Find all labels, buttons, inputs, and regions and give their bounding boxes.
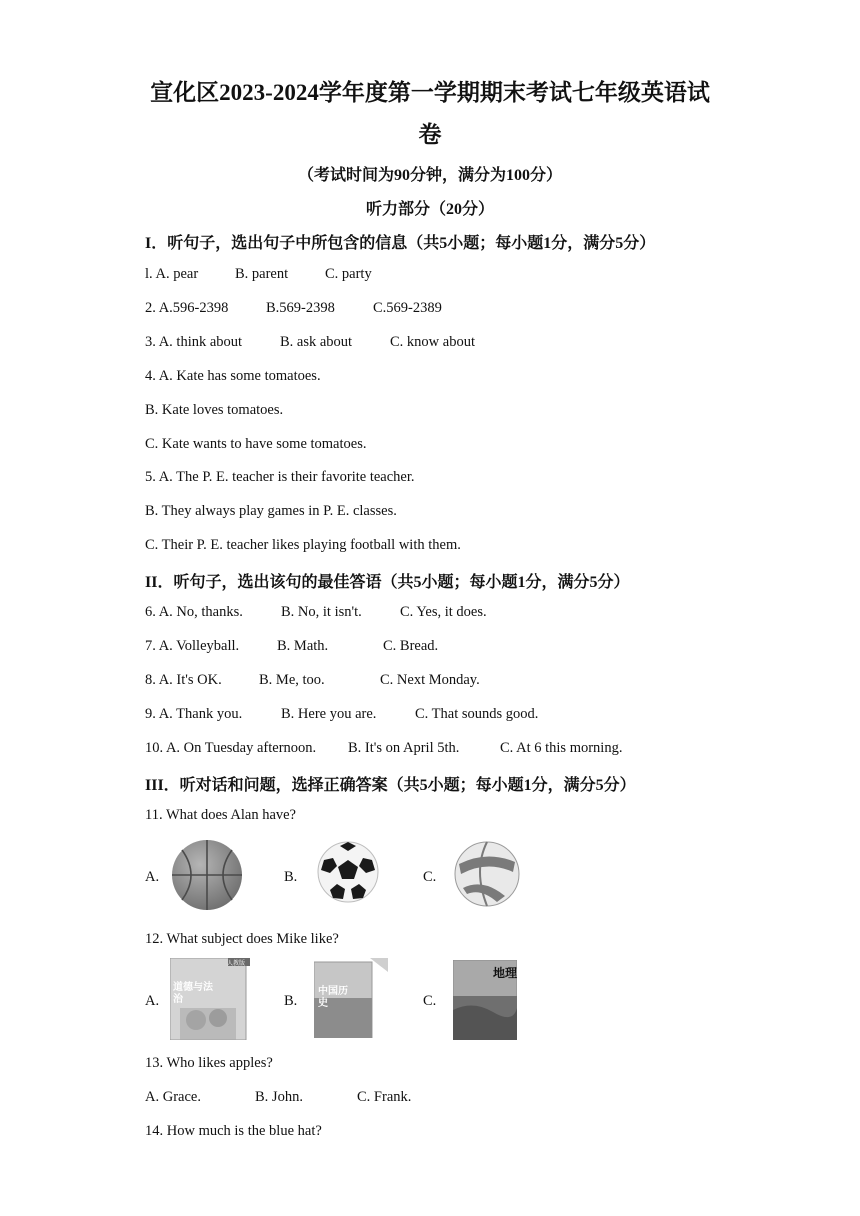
option-c: C.569-2389 — [373, 300, 442, 316]
question-4-b: B. Kate loves tomatoes. — [145, 402, 284, 418]
question-8 — [145, 672, 480, 689]
option-c: C. know about — [390, 334, 475, 350]
soccer-ball-icon — [316, 840, 380, 904]
book-a-title: 道德与法治 — [173, 982, 213, 1005]
question-3 — [145, 334, 475, 351]
option-a: A. Grace. — [145, 1089, 201, 1105]
option-b-label: B. — [284, 869, 298, 885]
ethics-textbook-cover — [170, 958, 250, 1040]
question-4-c: C. Kate wants to have some tomatoes. — [145, 436, 367, 452]
option-a: 2. A.596-2398 — [145, 300, 229, 316]
option-c: C. That sounds good. — [415, 706, 539, 722]
option-c: C. Yes, it does. — [400, 604, 487, 620]
question-1 — [145, 266, 372, 283]
book-a-badge: 人教版 — [227, 960, 246, 967]
option-a: 9. A. Thank you. — [145, 706, 243, 722]
question-13-options — [145, 1089, 411, 1106]
exam-info: （考试时间为90分钟，满分为100分） — [297, 167, 562, 184]
question-11: 11. What does Alan have? — [145, 807, 296, 823]
book-b-title: 中国历史 — [318, 986, 348, 1009]
section2-heading: II．听句子，选出该句的最佳答语（共5小题；每小题1分，满分5分） — [145, 574, 630, 591]
question-6 — [145, 604, 487, 621]
option-b: B.569-2398 — [266, 300, 335, 316]
exam-title-line2: 卷 — [418, 122, 442, 147]
question-5-c: C. Their P. E. teacher likes playing football with them. — [145, 537, 461, 553]
listening-title: 听力部分（20分） — [365, 201, 494, 218]
option-c: C. party — [325, 266, 372, 282]
option-b: B. It's on April 5th. — [348, 740, 460, 756]
option-b: B. Here you are. — [281, 706, 377, 722]
question-4-a: 4. A. Kate has some tomatoes. — [145, 368, 321, 384]
option-b: B. John. — [255, 1089, 303, 1105]
option-b: B. Me, too. — [259, 672, 325, 688]
question-14: 14. How much is the blue hat? — [145, 1123, 322, 1139]
option-c: C. At 6 this morning. — [500, 740, 623, 756]
option-c: C. Frank. — [357, 1089, 412, 1105]
option-a: 3. A. think about — [145, 334, 243, 350]
option-b: B. Math. — [277, 638, 329, 654]
option-a: l. A. pear — [145, 266, 199, 282]
option-a-label: A. — [145, 869, 160, 885]
basketball-icon — [170, 838, 244, 912]
option-a-label: A. — [145, 993, 160, 1009]
book-c-title: 地理 — [493, 966, 518, 980]
question-5-b: B. They always play games in P. E. classes. — [145, 503, 397, 519]
question-13: 13. Who likes apples? — [145, 1055, 273, 1071]
option-a: 7. A. Volleyball. — [145, 638, 240, 654]
option-b: B. No, it isn't. — [281, 604, 362, 620]
geography-textbook-cover — [453, 960, 517, 1040]
volleyball-icon — [453, 840, 521, 908]
option-c: C. Bread. — [383, 638, 439, 654]
question-10 — [145, 740, 622, 757]
question-2 — [145, 300, 442, 317]
option-c-label: C. — [423, 869, 437, 885]
option-c: C. Next Monday. — [380, 672, 480, 688]
option-b: B. parent — [235, 266, 289, 282]
section3-heading: III．听对话和问题，选择正确答案（共5小题；每小题1分，满分5分） — [145, 777, 636, 794]
option-b: B. ask about — [280, 334, 353, 350]
section1-heading: I．听句子，选出句子中所包含的信息（共5小题；每小题1分，满分5分） — [145, 235, 656, 252]
history-textbook-cover — [314, 958, 388, 1038]
option-c-label: C. — [423, 993, 437, 1009]
exam-title-line1: 宣化区2023-2024学年度第一学期期末考试七年级英语试 — [150, 80, 710, 105]
question-12: 12. What subject does Mike like? — [145, 931, 339, 947]
question-5-a: 5. A. The P. E. teacher is their favorite teacher. — [145, 469, 415, 485]
option-a: 6. A. No, thanks. — [145, 604, 243, 620]
question-9 — [145, 706, 538, 723]
question-7 — [145, 638, 438, 655]
option-b-label: B. — [284, 993, 298, 1009]
option-a: 10. A. On Tuesday afternoon. — [145, 740, 317, 756]
option-a: 8. A. It's OK. — [145, 672, 222, 688]
